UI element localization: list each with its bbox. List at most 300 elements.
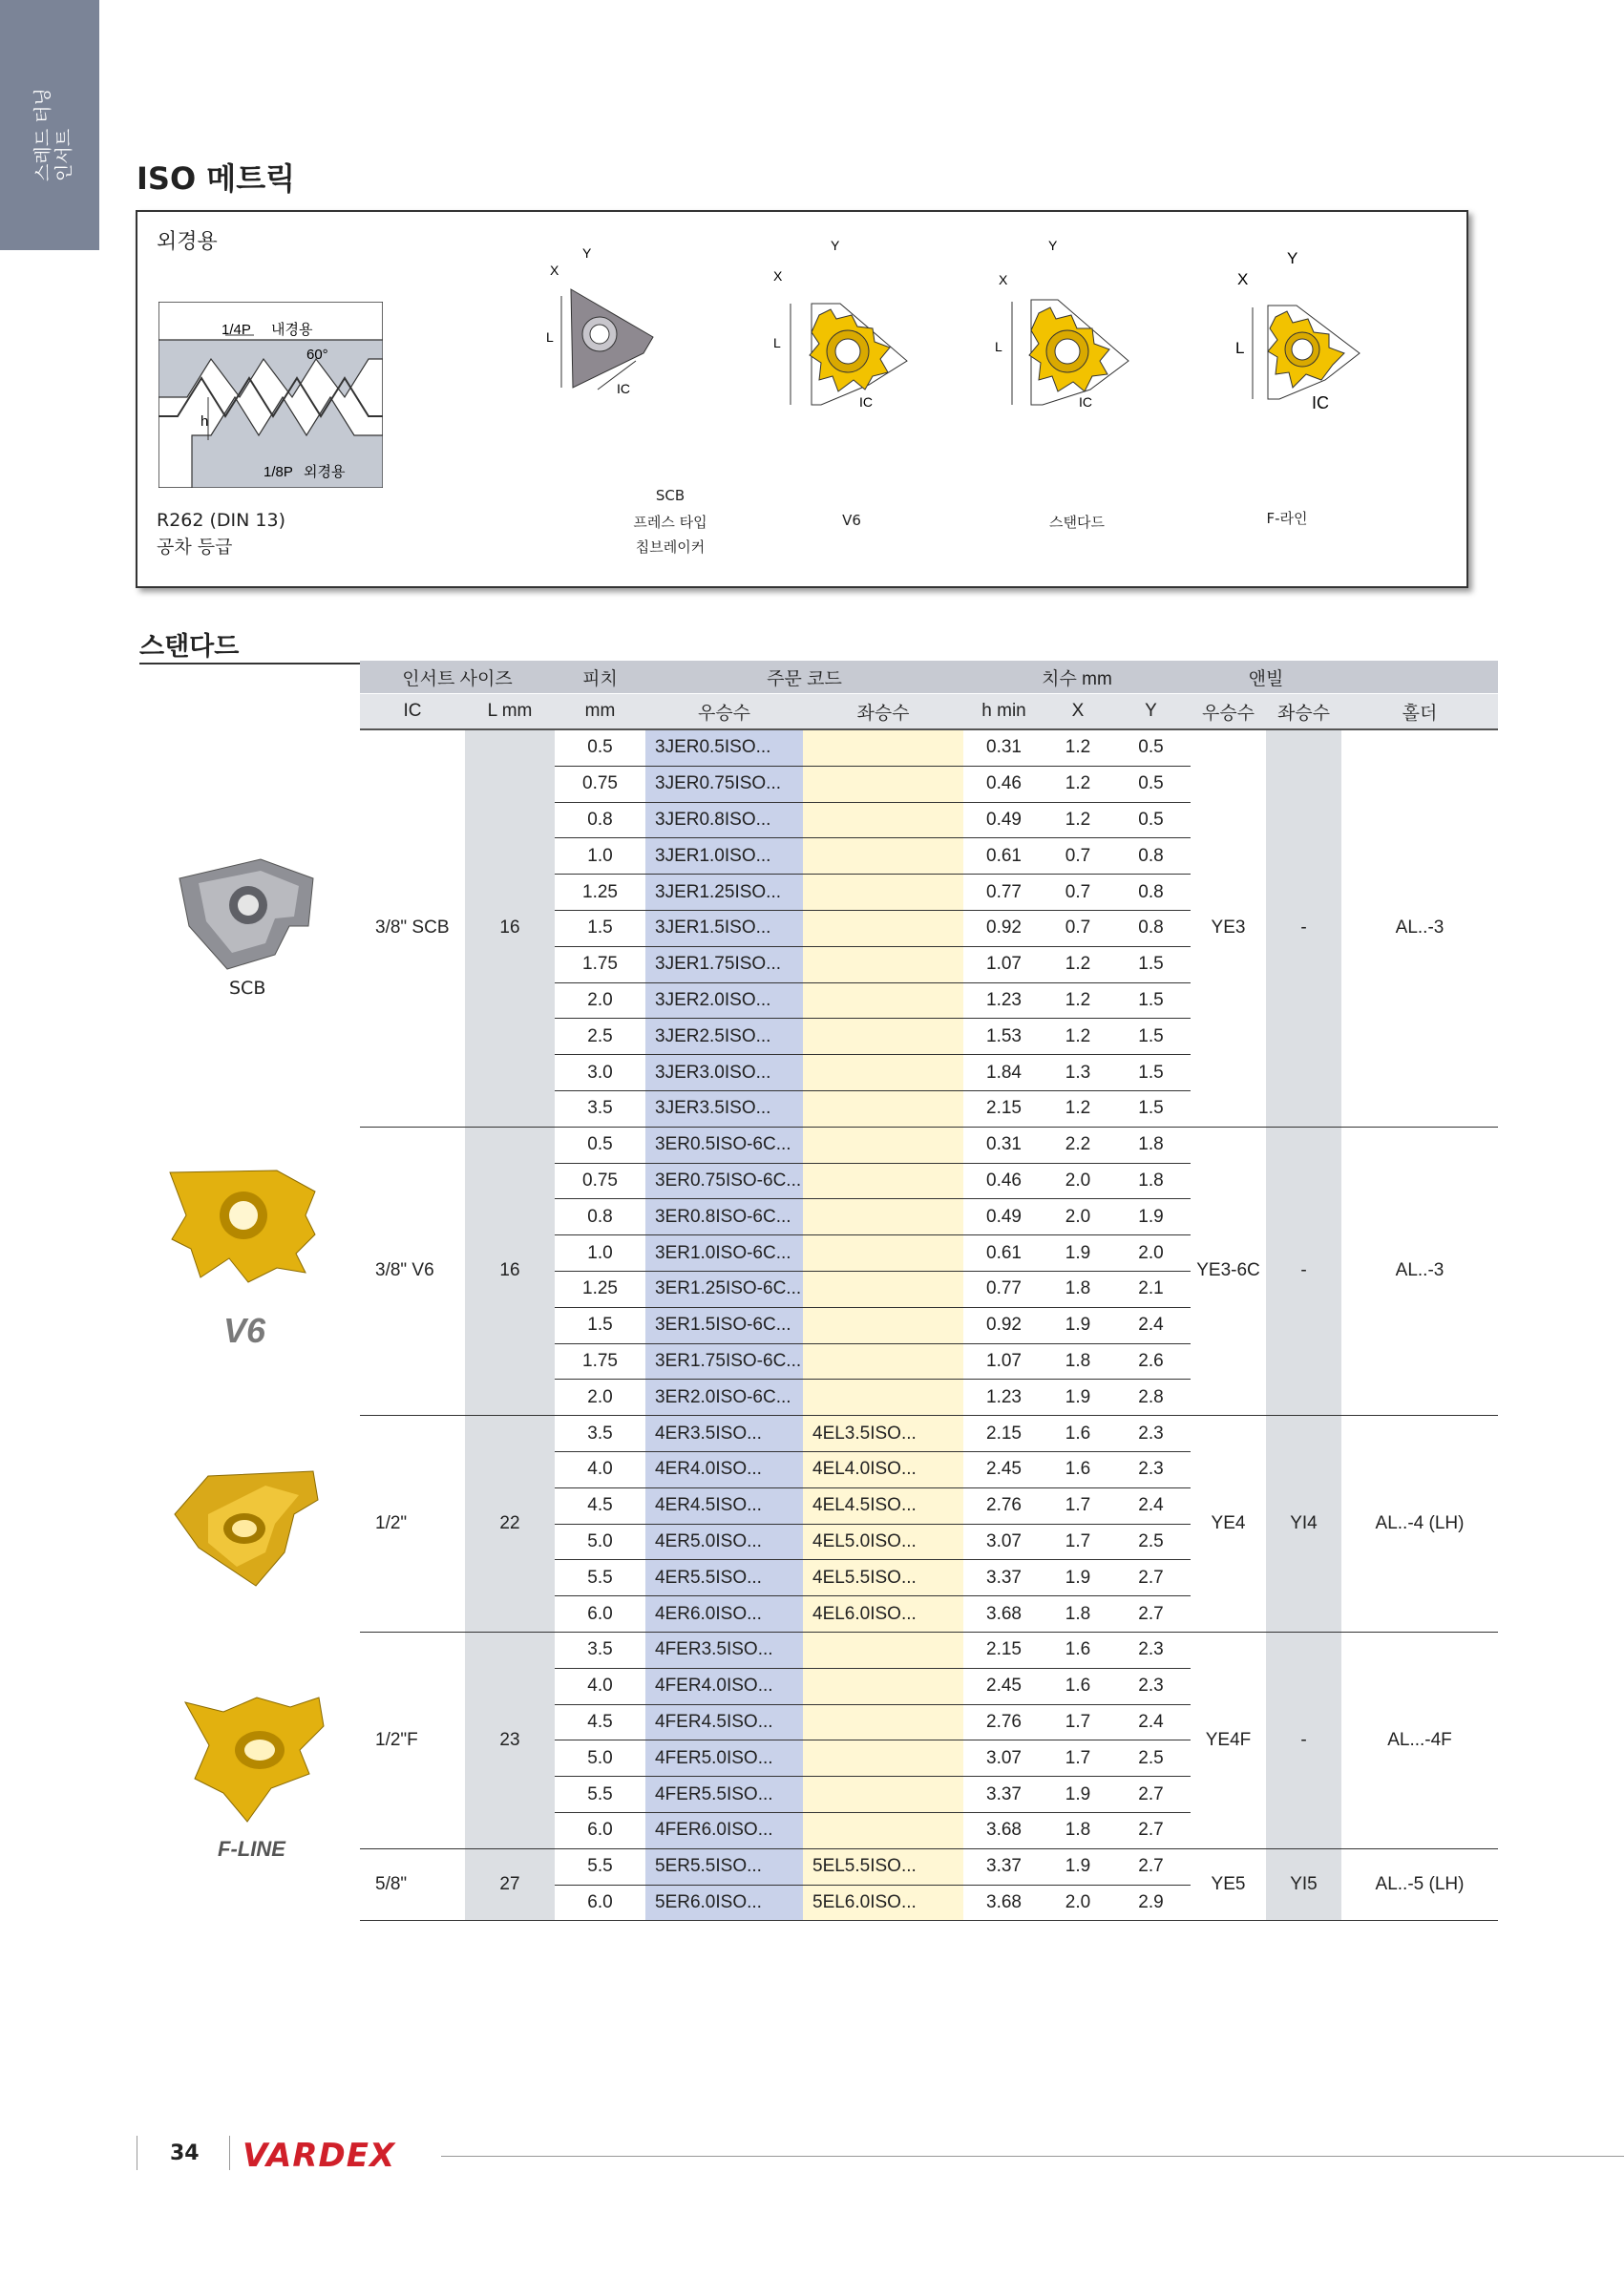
- cell-code-rh: 3ER0.8ISO-6C...: [645, 1199, 803, 1235]
- cell-x: 1.6: [1044, 1668, 1111, 1704]
- section-title: ISO 메트릭: [137, 160, 296, 197]
- cell-code-rh: 4FER3.5ISO...: [645, 1632, 803, 1668]
- scb-dim-y: Y: [582, 246, 592, 261]
- cell-code-lh: 4EL4.5ISO...: [803, 1487, 963, 1524]
- cell-code-lh: 4EL5.0ISO...: [803, 1524, 963, 1560]
- cell-code-lh: [803, 1380, 963, 1416]
- cell-code-lh: [803, 1127, 963, 1163]
- figure-heading: 외경용: [157, 230, 218, 254]
- cell-hmin: 2.15: [963, 1416, 1044, 1452]
- cell-anvil-rh: YE4F: [1191, 1632, 1266, 1848]
- cell-x: 1.6: [1044, 1632, 1111, 1668]
- cell-y: 1.8: [1111, 1163, 1191, 1199]
- cell-anvil-rh: YE3-6C: [1191, 1127, 1266, 1415]
- col-hmin: h min: [963, 694, 1044, 730]
- table-row: [360, 1416, 1498, 1452]
- cell-x: 1.9: [1044, 1777, 1111, 1813]
- fline-dim-ic: IC: [1312, 393, 1329, 412]
- cell-x: 2.2: [1044, 1127, 1111, 1163]
- cell-hmin: 0.77: [963, 875, 1044, 911]
- cell-code-rh: 3JER1.25ISO...: [645, 875, 803, 911]
- cell-ic: 3/8" V6: [360, 1127, 465, 1415]
- table-row: [360, 1127, 1498, 1163]
- scb-dim-ic: IC: [617, 381, 630, 396]
- cell-hmin: 3.07: [963, 1524, 1044, 1560]
- profile-angle-label: 60°: [306, 347, 328, 363]
- col-order-code: 주문 코드: [645, 661, 963, 694]
- cell-code-rh: 3JER3.5ISO...: [645, 1090, 803, 1127]
- cell-code-lh: 4EL6.0ISO...: [803, 1596, 963, 1633]
- scb-dim-x: X: [550, 263, 559, 278]
- cell-x: 1.8: [1044, 1271, 1111, 1307]
- cell-anvil-lh: -: [1266, 1127, 1341, 1415]
- cell-code-rh: 4FER5.0ISO...: [645, 1740, 803, 1777]
- cell-pitch: 3.5: [555, 1416, 645, 1452]
- scb-insert-image: [170, 850, 323, 974]
- col-pitch: 피치: [555, 661, 645, 694]
- figure-box: [136, 210, 1468, 588]
- cell-code-lh: [803, 1235, 963, 1272]
- cell-anvil-rh: YE4: [1191, 1416, 1266, 1633]
- v6-dim-x: X: [773, 268, 783, 284]
- cell-code-rh: 3JER1.75ISO...: [645, 946, 803, 982]
- cell-pitch: 3.0: [555, 1055, 645, 1091]
- cell-hmin: 0.31: [963, 1127, 1044, 1163]
- cell-code-rh: 4ER4.5ISO...: [645, 1487, 803, 1524]
- scb-insert-diagram: [540, 246, 674, 418]
- caption-standard: 스탠다드: [1049, 514, 1105, 531]
- cell-hmin: 3.37: [963, 1848, 1044, 1885]
- cell-code-lh: [803, 982, 963, 1019]
- cell-code-rh: 3ER1.5ISO-6C...: [645, 1307, 803, 1343]
- cell-x: 1.9: [1044, 1235, 1111, 1272]
- cell-code-rh: 4ER5.5ISO...: [645, 1560, 803, 1596]
- cell-code-rh: 3JER1.0ISO...: [645, 838, 803, 875]
- cell-code-rh: 4FER4.5ISO...: [645, 1704, 803, 1740]
- cell-x: 1.9: [1044, 1380, 1111, 1416]
- cell-hmin: 1.07: [963, 1343, 1044, 1380]
- cell-y: 2.7: [1111, 1560, 1191, 1596]
- cell-code-rh: 3JER1.5ISO...: [645, 910, 803, 946]
- cell-code-rh: 3ER1.25ISO-6C...: [645, 1271, 803, 1307]
- fline-logo: [216, 1833, 311, 1862]
- profile-external-label: 외경용: [304, 464, 346, 480]
- cell-y: 2.3: [1111, 1416, 1191, 1452]
- cell-anvil-lh: -: [1266, 1632, 1341, 1848]
- cell-code-rh: 5ER6.0ISO...: [645, 1885, 803, 1921]
- cell-code-lh: [803, 1271, 963, 1307]
- cell-code-rh: 4ER4.0ISO...: [645, 1451, 803, 1487]
- cell-anvil-lh: YI5: [1266, 1848, 1341, 1921]
- cell-code-rh: 3ER1.75ISO-6C...: [645, 1343, 803, 1380]
- col-anvil-rh: 우승수: [1191, 694, 1266, 730]
- cell-pitch: 0.75: [555, 1163, 645, 1199]
- col-y: Y: [1111, 694, 1191, 730]
- cell-code-lh: [803, 1740, 963, 1777]
- cell-holder: AL..-3: [1341, 1127, 1498, 1415]
- cell-y: 2.4: [1111, 1307, 1191, 1343]
- col-holder-top: [1341, 661, 1498, 694]
- cell-y: 2.7: [1111, 1848, 1191, 1885]
- caption-scb-line2: 프레스 타입: [633, 514, 707, 531]
- cell-pitch: 6.0: [555, 1596, 645, 1633]
- cell-pitch: 3.5: [555, 1632, 645, 1668]
- cell-hmin: 0.31: [963, 729, 1044, 766]
- cell-code-lh: 5EL5.5ISO...: [803, 1848, 963, 1885]
- cell-hmin: 0.92: [963, 910, 1044, 946]
- cell-anvil-lh: -: [1266, 729, 1341, 1127]
- page-number: 34: [170, 2141, 200, 2165]
- cell-pitch: 1.5: [555, 1307, 645, 1343]
- col-x: X: [1044, 694, 1111, 730]
- cell-hmin: 2.15: [963, 1090, 1044, 1127]
- cell-hmin: 0.46: [963, 1163, 1044, 1199]
- cell-pitch: 2.0: [555, 1380, 645, 1416]
- tolerance-grade: 공차 등급: [157, 537, 233, 558]
- v6-insert-image: [162, 1163, 325, 1297]
- cell-y: 2.7: [1111, 1596, 1191, 1633]
- cell-pitch: 5.5: [555, 1777, 645, 1813]
- cell-hmin: 0.49: [963, 802, 1044, 838]
- cell-code-rh: 3JER2.5ISO...: [645, 1019, 803, 1055]
- cell-pitch: 1.75: [555, 1343, 645, 1380]
- cell-code-lh: [803, 729, 963, 766]
- cell-x: 1.8: [1044, 1343, 1111, 1380]
- cell-pitch: 4.0: [555, 1668, 645, 1704]
- cell-hmin: 1.23: [963, 1380, 1044, 1416]
- cell-y: 0.5: [1111, 766, 1191, 802]
- cell-hmin: 0.77: [963, 1271, 1044, 1307]
- cell-code-rh: 4ER5.0ISO...: [645, 1524, 803, 1560]
- v6-dim-l: L: [773, 335, 781, 350]
- cell-l: 27: [465, 1848, 555, 1921]
- cell-code-rh: 4FER5.5ISO...: [645, 1777, 803, 1813]
- cell-y: 2.9: [1111, 1885, 1191, 1921]
- cell-ic: 3/8" SCB: [360, 729, 465, 1127]
- cell-x: 1.3: [1044, 1055, 1111, 1091]
- col-lh: 좌승수: [803, 694, 963, 730]
- cell-hmin: 2.45: [963, 1451, 1044, 1487]
- cell-x: 1.7: [1044, 1740, 1111, 1777]
- cell-x: 1.9: [1044, 1848, 1111, 1885]
- cell-hmin: 3.07: [963, 1740, 1044, 1777]
- cell-code-rh: 3JER3.0ISO...: [645, 1055, 803, 1091]
- cell-y: 0.8: [1111, 838, 1191, 875]
- cell-anvil-rh: YE3: [1191, 729, 1266, 1127]
- v6-dim-y: Y: [831, 238, 840, 253]
- profile-internal-label: 내경용: [271, 322, 313, 338]
- scb-insert-label: SCB: [229, 978, 266, 999]
- cell-y: 1.8: [1111, 1127, 1191, 1163]
- cell-code-lh: 4EL4.0ISO...: [803, 1451, 963, 1487]
- footer-rule: [441, 2156, 1624, 2157]
- standard-dim-y: Y: [1048, 238, 1058, 253]
- cell-l: 16: [465, 729, 555, 1127]
- col-mm: mm: [555, 694, 645, 730]
- standard-insert-image: [170, 1457, 323, 1591]
- cell-l: 23: [465, 1632, 555, 1848]
- cell-holder: AL..-4 (LH): [1341, 1416, 1498, 1633]
- tolerance-standard: R262 (DIN 13): [157, 510, 285, 531]
- cell-hmin: 0.61: [963, 1235, 1044, 1272]
- cell-x: 1.8: [1044, 1596, 1111, 1633]
- cell-y: 1.5: [1111, 1019, 1191, 1055]
- cell-y: 0.8: [1111, 875, 1191, 911]
- cell-x: 1.2: [1044, 982, 1111, 1019]
- cell-y: 2.3: [1111, 1668, 1191, 1704]
- cell-code-lh: [803, 802, 963, 838]
- cell-code-lh: [803, 1668, 963, 1704]
- cell-pitch: 0.8: [555, 802, 645, 838]
- cell-code-rh: 3JER2.0ISO...: [645, 982, 803, 1019]
- cell-y: 2.8: [1111, 1380, 1191, 1416]
- scb-dim-l: L: [546, 329, 554, 345]
- cell-x: 0.7: [1044, 910, 1111, 946]
- cell-x: 1.2: [1044, 1090, 1111, 1127]
- side-tab-text: 스레드 터닝 인서트: [32, 88, 74, 181]
- col-anvil-lh: 좌승수: [1266, 694, 1341, 730]
- cell-pitch: 0.5: [555, 729, 645, 766]
- cell-hmin: 1.23: [963, 982, 1044, 1019]
- subsection-title: 스탠다드: [139, 625, 369, 664]
- cell-hmin: 3.37: [963, 1777, 1044, 1813]
- cell-hmin: 3.68: [963, 1812, 1044, 1848]
- cell-code-lh: [803, 838, 963, 875]
- v6-insert-diagram: [764, 237, 926, 418]
- brand-logo: VARDEX: [243, 2137, 396, 2175]
- cell-x: 2.0: [1044, 1885, 1111, 1921]
- cell-holder: AL..-5 (LH): [1341, 1848, 1498, 1921]
- cell-anvil-lh: YI4: [1266, 1416, 1341, 1633]
- col-rh: 우승수: [645, 694, 803, 730]
- cell-x: 1.2: [1044, 1019, 1111, 1055]
- cell-pitch: 6.0: [555, 1885, 645, 1921]
- cell-hmin: 0.46: [963, 766, 1044, 802]
- cell-y: 2.3: [1111, 1632, 1191, 1668]
- cell-code-rh: 3JER0.8ISO...: [645, 802, 803, 838]
- cell-code-lh: [803, 1632, 963, 1668]
- cell-hmin: 0.61: [963, 838, 1044, 875]
- cell-code-rh: 3JER0.5ISO...: [645, 729, 803, 766]
- col-ic: IC: [360, 694, 465, 730]
- profile-eighth-label: 1/8P: [264, 464, 293, 480]
- cell-hmin: 2.76: [963, 1487, 1044, 1524]
- cell-pitch: 2.5: [555, 1019, 645, 1055]
- cell-ic: 5/8": [360, 1848, 465, 1921]
- cell-pitch: 1.0: [555, 1235, 645, 1272]
- cell-x: 1.2: [1044, 802, 1111, 838]
- fline-dim-l: L: [1235, 339, 1245, 357]
- side-tab: [0, 0, 99, 250]
- cell-code-rh: 3ER2.0ISO-6C...: [645, 1380, 803, 1416]
- standard-inserts-table: [360, 661, 1498, 1921]
- cell-code-lh: 4EL5.5ISO...: [803, 1560, 963, 1596]
- cell-pitch: 5.5: [555, 1560, 645, 1596]
- cell-code-rh: 3ER1.0ISO-6C...: [645, 1235, 803, 1272]
- cell-ic: 1/2"F: [360, 1632, 465, 1848]
- cell-ic: 1/2": [360, 1416, 465, 1633]
- fline-logo-text: F-LINE: [218, 1837, 285, 1861]
- fline-insert-image: [176, 1688, 328, 1831]
- cell-hmin: 2.15: [963, 1632, 1044, 1668]
- cell-code-lh: [803, 766, 963, 802]
- cell-anvil-rh: YE5: [1191, 1848, 1266, 1921]
- profile-h-label: h: [200, 413, 209, 430]
- cell-pitch: 5.0: [555, 1740, 645, 1777]
- cell-code-lh: [803, 1090, 963, 1127]
- table-row: [360, 1848, 1498, 1885]
- cell-pitch: 1.5: [555, 910, 645, 946]
- cell-code-lh: [803, 1343, 963, 1380]
- cell-hmin: 3.68: [963, 1596, 1044, 1633]
- cell-hmin: 1.84: [963, 1055, 1044, 1091]
- standard-insert-diagram: [985, 237, 1148, 418]
- caption-scb-line3: 칩브레이커: [635, 538, 706, 556]
- cell-l: 22: [465, 1416, 555, 1633]
- cell-hmin: 0.49: [963, 1199, 1044, 1235]
- cell-y: 1.9: [1111, 1199, 1191, 1235]
- fline-dim-y: Y: [1287, 249, 1298, 267]
- cell-code-lh: 4EL3.5ISO...: [803, 1416, 963, 1452]
- cell-code-rh: 4ER6.0ISO...: [645, 1596, 803, 1633]
- table-body: [360, 729, 1498, 1921]
- cell-holder: AL...-4F: [1341, 1632, 1498, 1848]
- cell-x: 1.2: [1044, 729, 1111, 766]
- cell-code-lh: [803, 1055, 963, 1091]
- cell-x: 0.7: [1044, 838, 1111, 875]
- standard-dim-x: X: [999, 272, 1008, 287]
- cell-code-rh: 3ER0.75ISO-6C...: [645, 1163, 803, 1199]
- cell-x: 1.6: [1044, 1416, 1111, 1452]
- cell-code-rh: 5ER5.5ISO...: [645, 1848, 803, 1885]
- cell-y: 2.4: [1111, 1487, 1191, 1524]
- cell-x: 1.2: [1044, 766, 1111, 802]
- cell-y: 1.5: [1111, 1055, 1191, 1091]
- cell-y: 1.5: [1111, 1090, 1191, 1127]
- cell-code-lh: [803, 910, 963, 946]
- cell-y: 2.3: [1111, 1451, 1191, 1487]
- cell-pitch: 4.0: [555, 1451, 645, 1487]
- table-row: [360, 1632, 1498, 1668]
- cell-x: 2.0: [1044, 1199, 1111, 1235]
- cell-pitch: 1.25: [555, 875, 645, 911]
- cell-x: 1.6: [1044, 1451, 1111, 1487]
- cell-code-lh: [803, 1163, 963, 1199]
- cell-code-lh: [803, 1777, 963, 1813]
- cell-code-rh: 3ER0.5ISO-6C...: [645, 1127, 803, 1163]
- cell-hmin: 2.45: [963, 1668, 1044, 1704]
- cell-code-lh: [803, 1199, 963, 1235]
- footer-divider-right: [229, 2136, 230, 2170]
- cell-y: 1.5: [1111, 946, 1191, 982]
- cell-pitch: 4.5: [555, 1487, 645, 1524]
- cell-x: 1.7: [1044, 1524, 1111, 1560]
- caption-fline: F-라인: [1266, 510, 1308, 527]
- cell-hmin: 3.37: [963, 1560, 1044, 1596]
- cell-pitch: 0.75: [555, 766, 645, 802]
- v6-logo-text: V6: [223, 1311, 266, 1350]
- cell-y: 0.5: [1111, 729, 1191, 766]
- cell-y: 0.5: [1111, 802, 1191, 838]
- cell-code-lh: [803, 1019, 963, 1055]
- cell-code-lh: [803, 946, 963, 982]
- cell-pitch: 1.0: [555, 838, 645, 875]
- cell-y: 2.7: [1111, 1777, 1191, 1813]
- col-holder: 홀더: [1341, 694, 1498, 730]
- cell-x: 2.0: [1044, 1163, 1111, 1199]
- cell-l: 16: [465, 1127, 555, 1415]
- cell-code-rh: 4FER4.0ISO...: [645, 1668, 803, 1704]
- cell-holder: AL..-3: [1341, 729, 1498, 1127]
- cell-pitch: 4.5: [555, 1704, 645, 1740]
- cell-pitch: 6.0: [555, 1812, 645, 1848]
- v6-logo: [221, 1308, 281, 1350]
- cell-x: 1.9: [1044, 1560, 1111, 1596]
- cell-y: 2.6: [1111, 1343, 1191, 1380]
- thread-profile-diagram: [158, 302, 383, 488]
- cell-code-lh: 5EL6.0ISO...: [803, 1885, 963, 1921]
- caption-scb-line1: SCB: [655, 487, 685, 504]
- cell-y: 2.1: [1111, 1271, 1191, 1307]
- cell-x: 1.8: [1044, 1812, 1111, 1848]
- cell-y: 2.4: [1111, 1704, 1191, 1740]
- col-dims: 치수 mm: [963, 661, 1191, 694]
- cell-x: 1.7: [1044, 1487, 1111, 1524]
- col-insert-size: 인서트 사이즈: [360, 661, 555, 694]
- standard-dim-ic: IC: [1079, 394, 1092, 410]
- cell-code-lh: [803, 1704, 963, 1740]
- cell-code-rh: 3JER0.75ISO...: [645, 766, 803, 802]
- col-anvil: 앤빌: [1191, 661, 1341, 694]
- cell-y: 1.5: [1111, 982, 1191, 1019]
- standard-dim-l: L: [995, 339, 1002, 354]
- cell-pitch: 2.0: [555, 982, 645, 1019]
- cell-hmin: 3.68: [963, 1885, 1044, 1921]
- cell-code-lh: [803, 1307, 963, 1343]
- cell-y: 2.5: [1111, 1524, 1191, 1560]
- cell-y: 2.5: [1111, 1740, 1191, 1777]
- cell-pitch: 5.5: [555, 1848, 645, 1885]
- cell-hmin: 2.76: [963, 1704, 1044, 1740]
- cell-pitch: 0.8: [555, 1199, 645, 1235]
- cell-y: 2.7: [1111, 1812, 1191, 1848]
- cell-x: 0.7: [1044, 875, 1111, 911]
- cell-code-rh: 4ER3.5ISO...: [645, 1416, 803, 1452]
- cell-y: 0.8: [1111, 910, 1191, 946]
- table-row: [360, 729, 1498, 766]
- cell-x: 1.9: [1044, 1307, 1111, 1343]
- fline-dim-x: X: [1237, 270, 1249, 288]
- cell-code-lh: [803, 875, 963, 911]
- col-l: L mm: [465, 694, 555, 730]
- cell-x: 1.7: [1044, 1704, 1111, 1740]
- profile-quarter-label: 1/4P: [221, 322, 251, 338]
- cell-y: 2.0: [1111, 1235, 1191, 1272]
- cell-code-lh: [803, 1812, 963, 1848]
- cell-pitch: 1.25: [555, 1271, 645, 1307]
- cell-pitch: 3.5: [555, 1090, 645, 1127]
- cell-pitch: 0.5: [555, 1127, 645, 1163]
- fline-insert-diagram: [1230, 248, 1373, 420]
- cell-hmin: 0.92: [963, 1307, 1044, 1343]
- cell-pitch: 5.0: [555, 1524, 645, 1560]
- cell-hmin: 1.07: [963, 946, 1044, 982]
- cell-pitch: 1.75: [555, 946, 645, 982]
- cell-code-rh: 4FER6.0ISO...: [645, 1812, 803, 1848]
- caption-v6: V6: [842, 512, 861, 529]
- cell-hmin: 1.53: [963, 1019, 1044, 1055]
- cell-x: 1.2: [1044, 946, 1111, 982]
